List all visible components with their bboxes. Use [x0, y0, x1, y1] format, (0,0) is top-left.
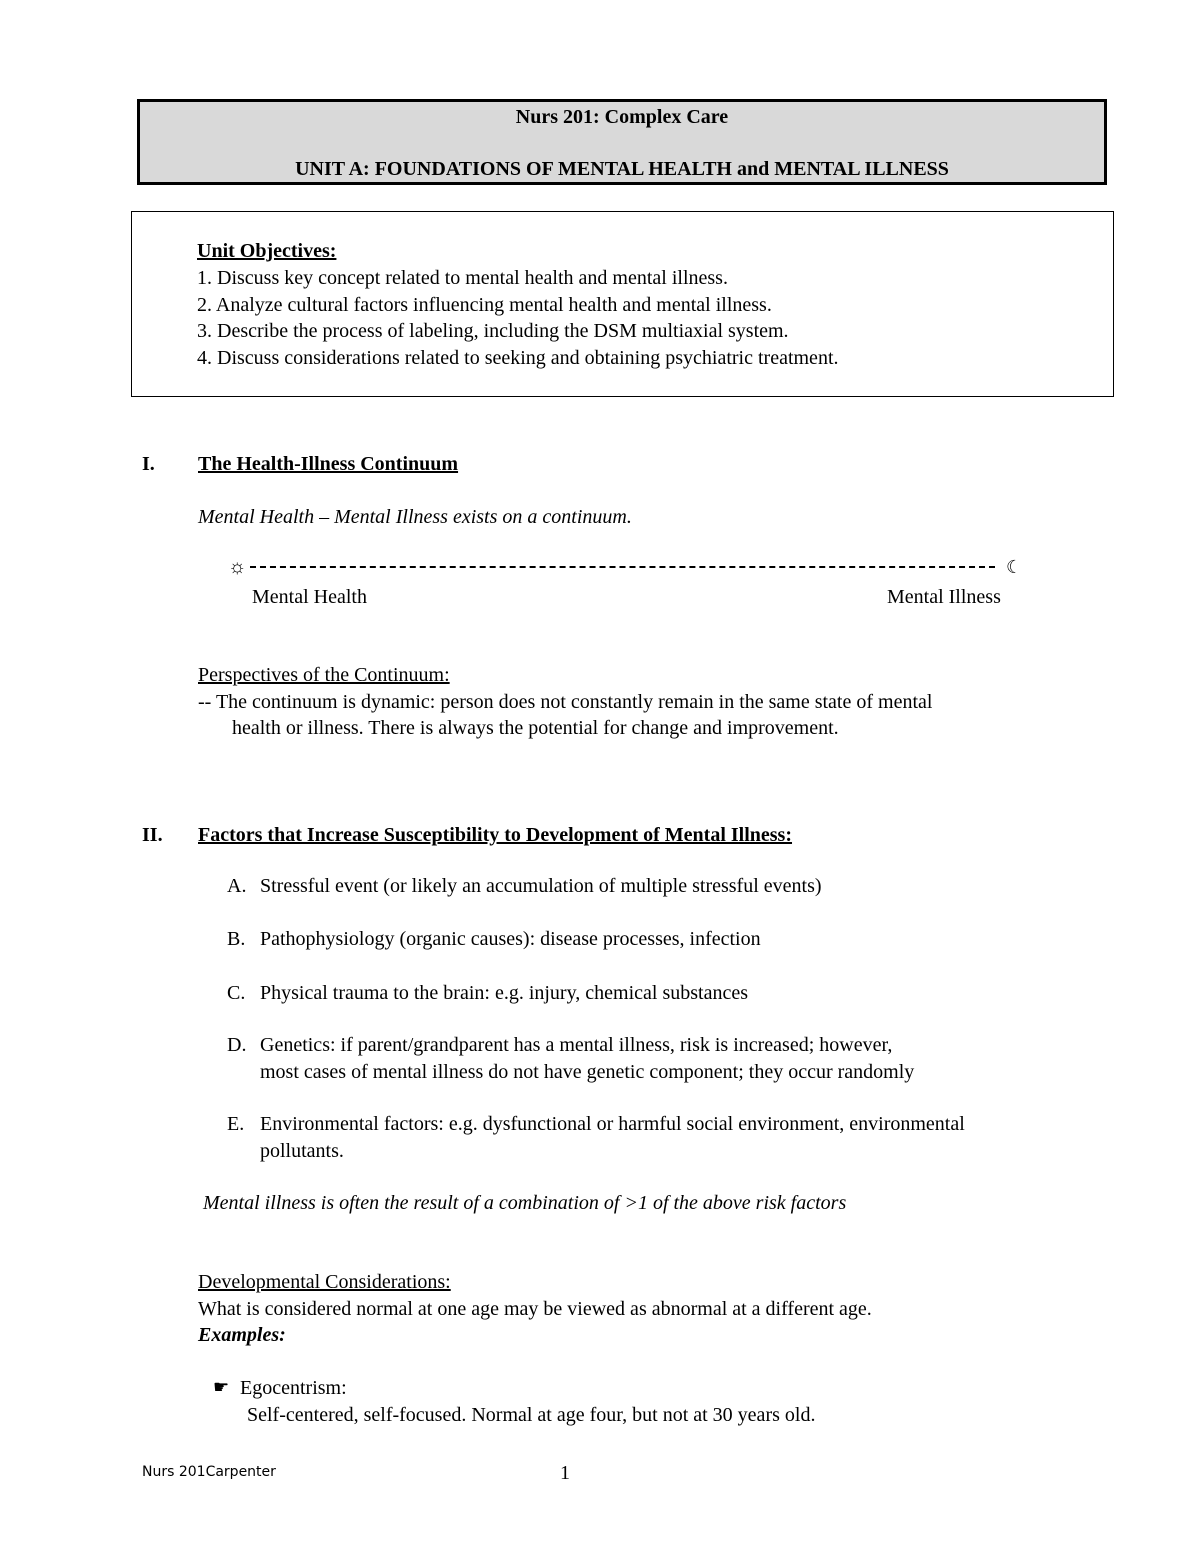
factor-text-continued: pollutants.	[260, 1140, 344, 1162]
factor-text: Genetics: if parent/grandparent has a mental illness, risk is increased; however,	[260, 1034, 893, 1056]
factor-text: Physical trauma to the brain: e.g. injury, chemical substances	[260, 982, 749, 1004]
factor-letter: B.	[227, 928, 246, 950]
pointing-hand-icon: ☛	[213, 1377, 230, 1397]
unit-title: UNIT A: FOUNDATIONS OF MENTAL HEALTH and MENTAL ILLNESS	[295, 158, 949, 180]
title-box	[137, 99, 1107, 185]
example-text: Self-centered, self-focused. Normal at age four, but not at 30 years old.	[247, 1404, 816, 1426]
factor-text: Environmental factors: e.g. dysfunctional or harmful social environment, environmental	[260, 1113, 965, 1135]
mental-health-label: Mental Health	[252, 586, 367, 608]
mental-illness-label: Mental Illness	[887, 586, 1001, 608]
section-2-numeral: II.	[142, 824, 163, 846]
perspectives-heading: Perspectives of the Continuum:	[198, 664, 450, 686]
developmental-text: What is considered normal at one age may be viewed as abnormal at a different age.	[198, 1298, 872, 1320]
factor-text: Stressful event (or likely an accumulation of multiple stressful events)	[260, 875, 822, 897]
factor-letter: C.	[227, 982, 246, 1004]
objectives-heading: Unit Objectives:	[197, 240, 337, 262]
factor-text-continued: most cases of mental illness do not have genetic component; they occur randomly	[260, 1061, 915, 1083]
section-2-heading: Factors that Increase Susceptibility to Development of Mental Illness:	[198, 824, 793, 846]
objective-item: 1. Discuss key concept related to mental health and mental illness.	[197, 267, 728, 289]
developmental-heading: Developmental Considerations:	[198, 1271, 451, 1293]
section-1-heading: The Health-Illness Continuum	[198, 453, 459, 475]
factor-text: Pathophysiology (organic causes): disease processes, infection	[260, 928, 761, 950]
page-number: 1	[560, 1462, 570, 1484]
factor-letter: D.	[227, 1034, 247, 1056]
example-title: Egocentrism:	[240, 1377, 347, 1399]
objective-item: 2. Analyze cultural factors influencing mental health and mental illness.	[197, 294, 772, 316]
sun-icon: ☼	[228, 556, 247, 578]
continuum-statement: Mental Health – Mental Illness exists on a continuum.	[198, 506, 632, 528]
footer-author: Nurs 201Carpenter	[142, 1464, 276, 1480]
course-title: Nurs 201: Complex Care	[515, 106, 729, 128]
section-1-numeral: I.	[142, 453, 155, 475]
factor-letter: A.	[227, 875, 247, 897]
perspective-text-continued: health or illness. There is always the potential for change and improvement.	[232, 717, 839, 739]
examples-label: Examples:	[198, 1324, 286, 1346]
moon-icon: ☾	[1006, 557, 1023, 577]
objective-item: 3. Describe the process of labeling, including the DSM multiaxial system.	[197, 320, 789, 342]
perspective-text: -- The continuum is dynamic: person does not constantly remain in the same state of mental	[198, 691, 933, 713]
objective-item: 4. Discuss considerations related to seeking and obtaining psychiatric treatment.	[197, 347, 839, 369]
risk-summary: Mental illness is often the result of a combination of >1 of the above risk factors	[203, 1192, 847, 1214]
factor-letter: E.	[227, 1113, 245, 1135]
continuum-line	[250, 566, 995, 568]
objectives-box	[131, 211, 1114, 397]
